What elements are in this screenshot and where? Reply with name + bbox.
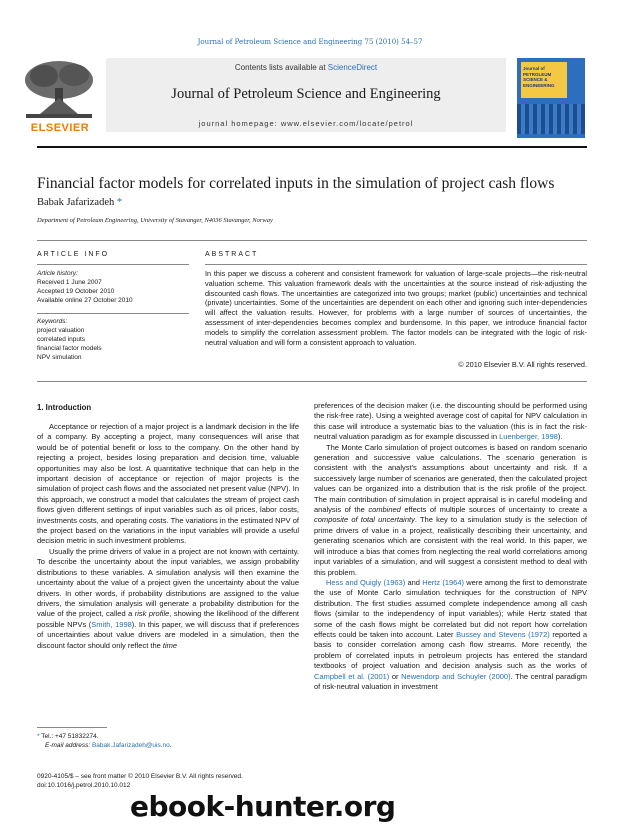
keyword-item: financial factor models bbox=[37, 345, 102, 352]
keywords-block bbox=[37, 317, 192, 362]
elsevier-tree-logo bbox=[20, 58, 98, 132]
body-paragraph: Acceptance or rejection of a major project is a landmark decision in the life of a company. By accepting a project, many consequences will arise that would be of potential benefit or loss to the company. On the other hand by rejecting a project, besides losing preparation and decision time, valuable opportunities may also be lost. A quantitative technique that can help in the important decision of acceptance or rejection of major projects is the simulation of project cash flows and the associated net present value (NPV). In this approach, we construct a model that calculates the stream of project cash flows given different settings of input variables such as oil prices, labor costs, investments costs, and operating costs. The variations in the estimated NPV of the project based on the variations in the input variables will provide a useful decision metric in such investment problems. bbox=[37, 422, 299, 546]
reference-link[interactable]: Newendorp and Schuyler (2000) bbox=[401, 671, 511, 681]
body-paragraph: preferences of the decision maker (i.e. the discounting should be performed using the risk-free rate). Using a weighted average cost of capital for NPV calculation in this case will introduce a systematic bias to the valuation (this is in fact the risk-neutral valuation paradigm as for example discussed in Luenberger, 1998). bbox=[314, 401, 587, 442]
email-label: E-mail address: bbox=[45, 742, 92, 749]
journal-cover-thumbnail[interactable] bbox=[517, 58, 585, 138]
article-history bbox=[37, 269, 192, 305]
author-footnote-mark[interactable]: * bbox=[116, 197, 123, 208]
site-watermark: ebook-hunter.org bbox=[130, 790, 396, 823]
abstract-bottom-rule bbox=[37, 381, 587, 382]
footnote-tel: Tel.: +47 51832274. bbox=[41, 733, 99, 740]
elsevier-wordmark: ELSEVIER bbox=[30, 122, 90, 134]
history-received: Received 1 June 2007 bbox=[37, 279, 102, 286]
footnote-mark: * bbox=[37, 733, 40, 740]
doi-line[interactable]: doi:10.1016/j.petrol.2010.10.012 bbox=[37, 782, 131, 789]
article-info-heading: ARTICLE INFO bbox=[37, 251, 110, 258]
homepage-label: journal homepage: bbox=[198, 119, 281, 128]
contents-line bbox=[106, 63, 506, 72]
reference-link[interactable]: Hertz (1964) bbox=[422, 577, 465, 587]
author-footnote: * Tel.: +47 51832274. E-mail address: Babak.Jafarizadeh@uis.no. bbox=[37, 733, 172, 749]
reference-link[interactable]: Bussey and Stevens (1972) bbox=[456, 629, 550, 639]
body-left-column bbox=[37, 422, 299, 651]
footnote-rule bbox=[37, 727, 107, 728]
issn-line: 0920-4105/$ – see front matter © 2010 Elsevier B.V. All rights reserved. bbox=[37, 773, 243, 780]
body-paragraph: Hess and Quigly (1963) and Hertz (1964) were among the first to demonstrate the use of Monte Carlo simulation techniques for the construction of NPV distribution. The first studies assumed complete independence among all cash flows (similar to the independency of input variables); while Hertz stated that some of the cash flows might be correlated but did not report how correlation effects could be taken into account. Later Bussey and Stevens (1972) reported a basis to consider correlation among cash flow streams. More recently, the problem of correlated inputs in petroleum projects has entered the standard textbooks of project valuation and decision analysis such as the works of Campbell et al. (2001) or Newendorp and Schuyler (2000). The central paradigm of risk-neutral valuation in investment bbox=[314, 577, 588, 691]
author-name[interactable]: Babak Jafarizadeh bbox=[37, 197, 115, 208]
keywords-rule bbox=[37, 313, 189, 314]
title-rule bbox=[37, 240, 587, 241]
body-paragraph: Usually the prime drivers of value in a project are not known with certainty. To describe the uncertainty about the input variables, we assign probability distributions to these variables. A simulation analysis will then examine the uncertainty about the value of a project given the uncertainty about the value drivers. In other words, if probability distributions are assigned to the value drivers, the simulation analysis will generate a probability distribution for the value of the project, called a risk profile, showing the likelihood of the different possible NPVs (Smith, 1998). In this paper, we will discuss that if preferences of uncertainties about value drivers are modeled in a simulation, then the discount factor should only reflect the time bbox=[37, 546, 299, 650]
homepage-url[interactable]: www.elsevier.com/locate/petrol bbox=[280, 119, 414, 128]
reference-link[interactable]: Smith, 1998 bbox=[91, 619, 132, 629]
history-label: Article history: bbox=[37, 270, 78, 277]
history-accepted: Accepted 19 October 2010 bbox=[37, 288, 115, 295]
abstract-copyright: © 2010 Elsevier B.V. All rights reserved. bbox=[458, 360, 587, 369]
body-paragraph: The Monte Carlo simulation of project outcomes is based on random scenario generation and successive value calculations. The scenario generation is consistent with the analyst's assumptions about uncertainty and risk. If a successively large number of scenarios are generated, then the calculated project values can be organized into a distribution that is the risk profile of the project. The main contribution of simulation in project appraisal is in careful modeling and analysis of the combined effects of multiple sources of uncertainty to create a composite of total uncertainty. The key to a simulation study is the selection of prime drivers of value in a project, realistically describing their uncertainty, and generating scenarios which are consistent with the real world. In this paper, we will introduce a bias that comes from neglecting the real world correlations among input variables of a simulation, and will suggest a consistent method to deal with this problem. bbox=[314, 442, 587, 577]
author-affiliation: Department of Petroleum Engineering, University of Stavanger, N4036 Stavanger, Norway bbox=[37, 217, 273, 224]
journal-homepage bbox=[106, 119, 506, 128]
cover-title-text: Journal of PETROLEUM SCIENCE & ENGINEERING bbox=[523, 66, 555, 88]
history-online: Available online 27 October 2010 bbox=[37, 297, 133, 304]
reference-link[interactable]: Hess and Quigly (1963) bbox=[326, 577, 406, 587]
abstract-rule bbox=[205, 264, 587, 265]
reference-link[interactable]: Campbell et al. (2001) bbox=[314, 671, 390, 681]
sciencedirect-link[interactable]: ScienceDirect bbox=[327, 63, 378, 72]
article-title: Financial factor models for correlated inputs in the simulation of project cash flows bbox=[37, 175, 555, 192]
keyword-item: NPV simulation bbox=[37, 354, 82, 361]
journal-citation[interactable]: Journal of Petroleum Science and Engineering 75 (2010) 54–57 bbox=[197, 38, 423, 46]
contents-prefix: Contents lists available at bbox=[234, 63, 328, 72]
article-info-rule bbox=[37, 264, 189, 265]
issn-doi-block bbox=[37, 772, 243, 790]
reference-link[interactable]: Luenberger, 1998 bbox=[499, 432, 558, 442]
abstract-text: In this paper we discuss a coherent and consistent framework for valuation of large-scale projects—the risk-neutral valuation scheme. This valuation framework deals with the uncertainties at the source instead of risk-adjusting the discounted cash flows. The uncertainties are categorized into two groups; market (public) uncertainties and technical (private) uncertainties. Some of the uncertainties are dependent on each other and ignoring such inter-dependencies will affect the valuation results. However, for problems with a large number of sources of uncertainties, the assessment of inter-dependencies becomes complex and burdensome. In this paper, we introduce financial factor models to simplify the correlation assessment problem. The factor models can be integrated with the logic of risk-neutral valuation and will form a consistent approach to valuation. bbox=[205, 269, 587, 347]
keywords-label: Keywords: bbox=[37, 318, 68, 325]
body-right-column bbox=[314, 401, 587, 692]
section-heading-introduction: 1. Introduction bbox=[37, 403, 92, 412]
author-email-link[interactable]: Babak.Jafarizadeh@uis.no bbox=[91, 742, 170, 749]
abstract-heading: ABSTRACT bbox=[205, 251, 259, 258]
journal-title: Journal of Petroleum Science and Engineering bbox=[171, 86, 441, 102]
keyword-item: project valuation bbox=[37, 327, 85, 334]
header-rule bbox=[37, 146, 587, 148]
keyword-item: correlated inputs bbox=[37, 336, 86, 343]
author-line bbox=[37, 197, 122, 208]
cover-image-band bbox=[517, 104, 585, 134]
